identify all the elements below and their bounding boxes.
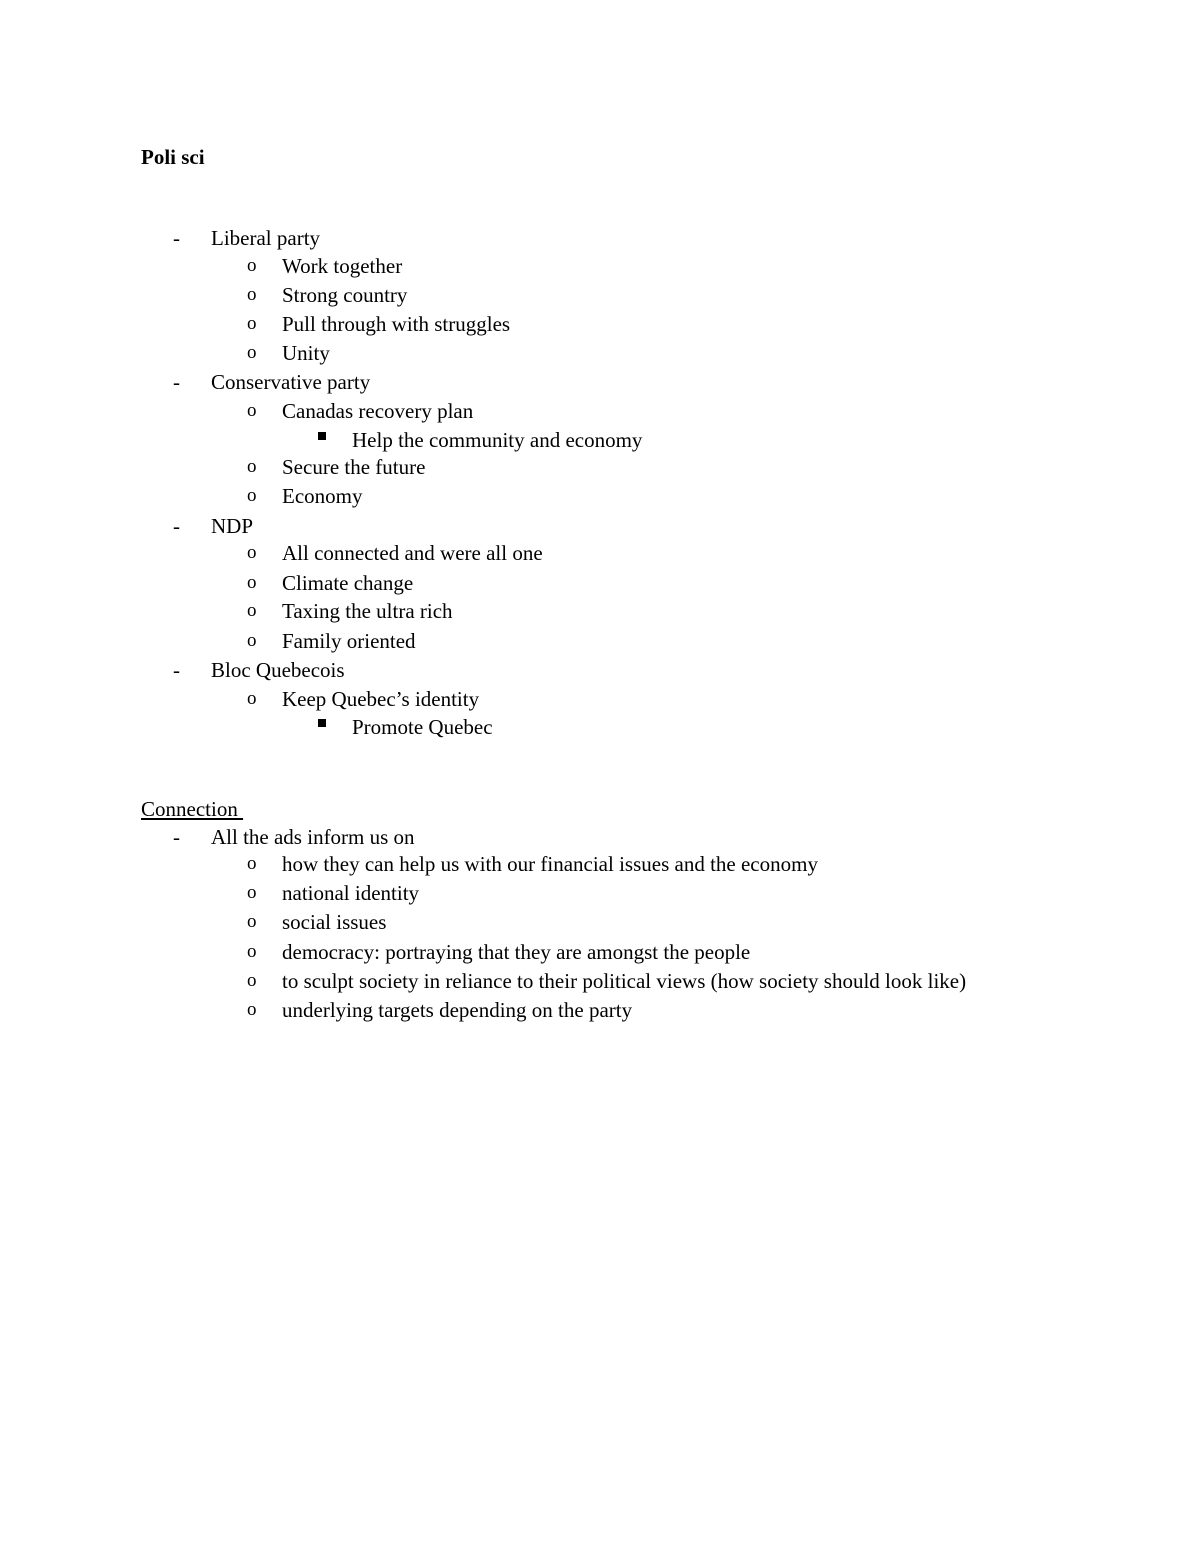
circle-bullet-icon: o <box>247 542 257 563</box>
list-item: Work together <box>282 254 403 278</box>
list-item: Help the community and economy <box>352 428 643 452</box>
circle-bullet-icon: o <box>247 600 257 621</box>
circle-bullet-icon: o <box>247 284 257 305</box>
list-item: Unity <box>282 341 330 365</box>
list-item: Secure the future <box>282 455 426 479</box>
circle-bullet-icon: o <box>247 572 257 593</box>
list-item: underlying targets depending on the party <box>282 998 633 1022</box>
party-liberal: Liberal party <box>211 226 321 250</box>
circle-bullet-icon: o <box>247 941 257 962</box>
list-item: to sculpt society in reliance to their political views (how society should look like) <box>282 969 967 993</box>
circle-bullet-icon: o <box>247 485 257 506</box>
circle-bullet-icon: o <box>247 970 257 991</box>
dash-bullet-icon: - <box>173 226 180 250</box>
list-item: Promote Quebec <box>352 715 493 739</box>
list-item: Family oriented <box>282 629 416 653</box>
circle-bullet-icon: o <box>247 688 257 709</box>
circle-bullet-icon: o <box>247 882 257 903</box>
list-item: democracy: portraying that they are amongst the people <box>282 940 751 964</box>
dash-bullet-icon: - <box>173 658 180 682</box>
circle-bullet-icon: o <box>247 853 257 874</box>
circle-bullet-icon: o <box>247 456 257 477</box>
list-item: Pull through with struggles <box>282 312 511 336</box>
list-item: Economy <box>282 484 363 508</box>
connection-heading: Connection <box>141 797 244 821</box>
dash-bullet-icon: - <box>173 825 180 849</box>
party-ndp: NDP <box>211 514 254 538</box>
connection-item: All the ads inform us on <box>211 825 415 849</box>
square-bullet-icon <box>318 719 326 727</box>
square-bullet-icon <box>318 432 326 440</box>
list-item: social issues <box>282 910 387 934</box>
circle-bullet-icon: o <box>247 400 257 421</box>
dash-bullet-icon: - <box>173 370 180 394</box>
list-item: Taxing the ultra rich <box>282 599 453 623</box>
circle-bullet-icon: o <box>247 313 257 334</box>
document-title: Poli sci <box>141 145 205 169</box>
list-item: national identity <box>282 881 420 905</box>
list-item: Strong country <box>282 283 408 307</box>
circle-bullet-icon: o <box>247 342 257 363</box>
circle-bullet-icon: o <box>247 999 257 1020</box>
party-bloc-quebecois: Bloc Quebecois <box>211 658 345 682</box>
list-item: Climate change <box>282 571 414 595</box>
circle-bullet-icon: o <box>247 630 257 651</box>
list-item: how they can help us with our financial issues and the economy <box>282 852 818 876</box>
circle-bullet-icon: o <box>247 911 257 932</box>
circle-bullet-icon: o <box>247 255 257 276</box>
dash-bullet-icon: - <box>173 514 180 538</box>
party-conservative: Conservative party <box>211 370 371 394</box>
list-item: Canadas recovery plan <box>282 399 474 423</box>
list-item: Keep Quebec’s identity <box>282 687 480 711</box>
list-item: All connected and were all one <box>282 541 543 565</box>
